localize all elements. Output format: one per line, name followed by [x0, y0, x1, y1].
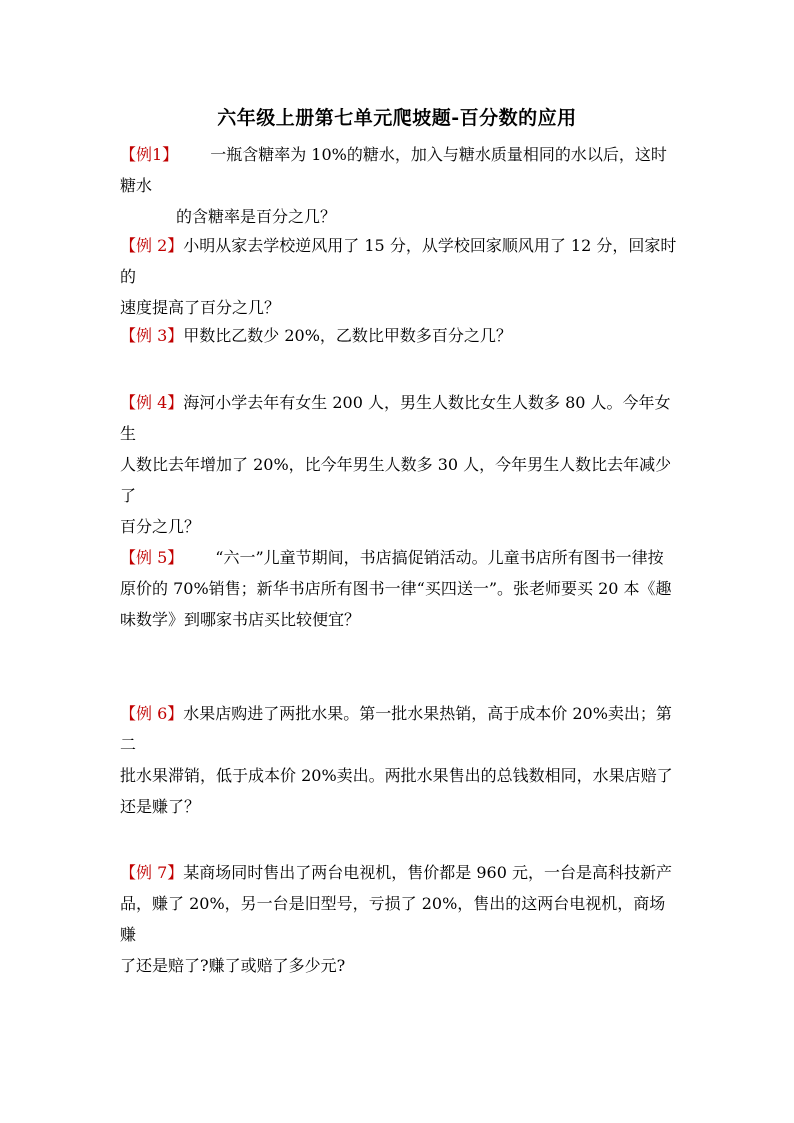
example-5-tag: 【例 5】	[120, 548, 184, 567]
example-3-tag: 【例 3】	[120, 326, 184, 345]
example-1	[120, 139, 680, 232]
example-2-line-2: 速度提高了百分之几？	[120, 298, 281, 317]
example-4-tag: 【例 4】	[120, 393, 184, 412]
example-2	[120, 230, 680, 323]
example-4-line-2: 人数比去年增加了 20%，比今年男生人数多 30 人，今年男生人数比去年减少了	[120, 455, 672, 505]
example-6-line-3: 还是赚了？	[120, 797, 201, 816]
example-1-line-2: 的含糖率是百分之几？	[176, 207, 337, 226]
example-7-line-1: 某商场同时售出了两台电视机，售价都是 960 元，一台是高科技新产	[183, 863, 672, 882]
example-3	[120, 320, 680, 351]
example-7-tag: 【例 7】	[120, 863, 184, 882]
example-5	[120, 542, 680, 635]
example-6-tag: 【例 6】	[120, 704, 184, 723]
example-6-line-1: 水果店购进了两批水果。第一批水果热销，高于成本价 20%卖出；第二	[120, 704, 672, 754]
example-3-line-1: 甲数比乙数少 20%，乙数比甲数多百分之几？	[183, 326, 512, 345]
example-6-line-2: 批水果滞销，低于成本价 20%卖出。两批水果售出的总钱数相同，水果店赔了	[120, 766, 673, 785]
example-4	[120, 387, 680, 542]
example-2-line-1: 小明从家去学校逆风用了 15 分，从学校回家顺风用了 12 分，回家时的	[120, 236, 677, 286]
example-1-tag: 【例1】	[120, 145, 179, 164]
example-6	[120, 698, 680, 822]
example-2-tag: 【例 2】	[120, 236, 184, 255]
page-title: 六年级上册第七单元爬坡题-百分数的应用	[217, 107, 577, 129]
example-4-line-3: 百分之几？	[120, 517, 201, 536]
example-5-line-3: 味数学》到哪家书店买比较便宜？	[120, 610, 361, 629]
example-7	[120, 857, 680, 981]
example-4-line-1: 海河小学去年有女生 200 人，男生人数比女生人数多 80 人。今年女生	[120, 393, 671, 443]
example-1-line-1: 一瓶含糖率为 10%的糖水，加入与糖水质量相同的水以后，这时糖水	[120, 145, 667, 195]
example-7-line-2: 品，赚了 20%，另一台是旧型号，亏损了 20%，售出的这两台电视机，商场赚	[120, 894, 666, 944]
example-5-line-2: 原价的 70%销售；新华书店所有图书一律“买四送一”。张老师要买 20 本《趣	[120, 579, 672, 598]
example-7-line-3: 了还是赔了?赚了或赔了多少元?	[120, 956, 346, 975]
example-5-line-1: “六一”儿童节期间，书店搞促销活动。儿童书店所有图书一律按	[215, 548, 664, 567]
